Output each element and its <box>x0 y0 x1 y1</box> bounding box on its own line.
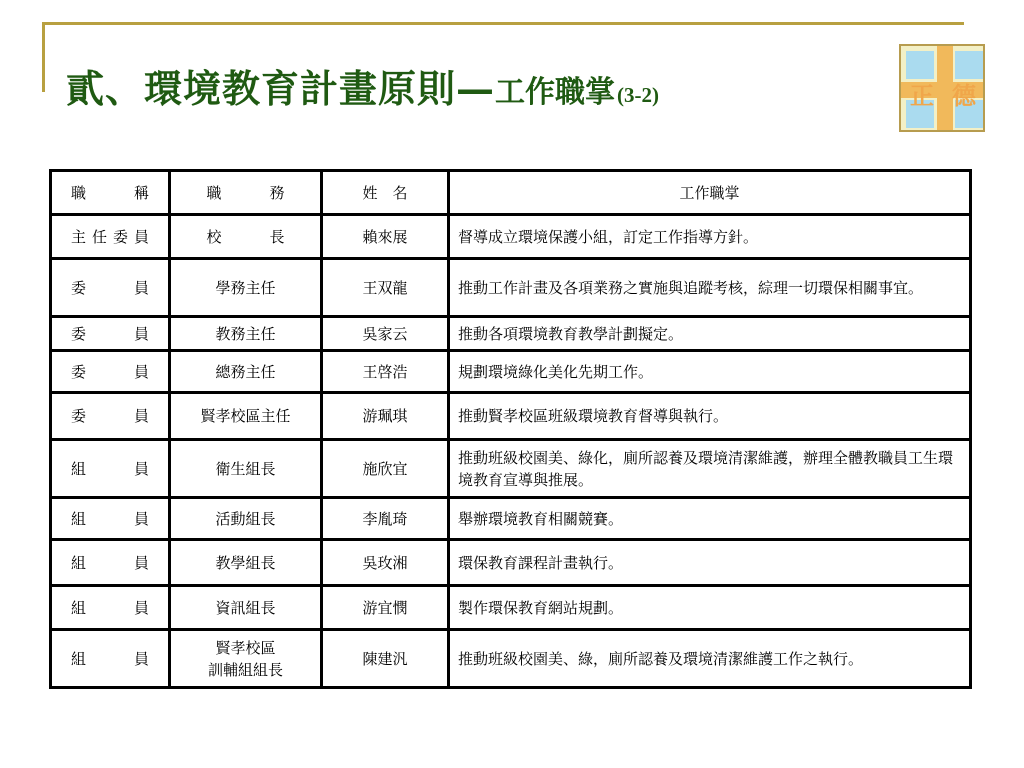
table-row <box>51 630 971 688</box>
cell-duty: 製作環保教育網站規劃。 <box>449 586 971 630</box>
cell-duty: 推動工作計畫及各項業務之實施與追蹤考核，綜理一切環保相關事宜。 <box>449 259 971 317</box>
cell-title: 組 員 <box>51 498 170 540</box>
cell-name: 游宜憫 <box>322 586 449 630</box>
cell-position: 學務主任 <box>170 259 322 317</box>
header-title: 職 稱 <box>51 171 170 215</box>
slide-title-sub: 工作職掌 <box>495 75 616 110</box>
table-row <box>51 259 971 317</box>
cell-name: 王啓浩 <box>322 351 449 393</box>
header-duty: 工作職掌 <box>449 171 971 215</box>
table-row <box>51 498 971 540</box>
cell-position: 賢孝校區主任 <box>170 393 322 440</box>
cell-position: 教學組長 <box>170 540 322 586</box>
cell-title: 委 員 <box>51 259 170 317</box>
cell-title: 組 員 <box>51 630 170 688</box>
slide-title <box>66 58 659 111</box>
cell-duty: 督導成立環境保護小組，訂定工作指導方針。 <box>449 215 971 259</box>
cell-duty: 舉辦環境教育相關競賽。 <box>449 498 971 540</box>
table-row <box>51 540 971 586</box>
table-row <box>51 440 971 498</box>
cell-name: 李胤琦 <box>322 498 449 540</box>
cell-duty: 推動各項環境教育教學計劃擬定。 <box>449 317 971 351</box>
cell-position <box>170 630 322 688</box>
cell-title: 主任委員 <box>51 215 170 259</box>
header-name: 姓 名 <box>322 171 449 215</box>
logo-square <box>955 51 983 79</box>
cell-position: 教務主任 <box>170 317 322 351</box>
table-row <box>51 351 971 393</box>
cell-name: 游珮琪 <box>322 393 449 440</box>
logo-char-right: 德 <box>952 82 976 110</box>
cell-name: 陳建汎 <box>322 630 449 688</box>
cell-duty: 規劃環境綠化美化先期工作。 <box>449 351 971 393</box>
table-row <box>51 393 971 440</box>
cell-position: 活動組長 <box>170 498 322 540</box>
cell-position: 資訊組長 <box>170 586 322 630</box>
cell-name: 賴來展 <box>322 215 449 259</box>
cell-position-line1: 賢孝校區 <box>215 638 276 657</box>
logo-char-left: 正 <box>910 82 934 110</box>
table-row <box>51 215 971 259</box>
title-rule-horizontal <box>42 22 964 25</box>
slide-title-number: (3-2) <box>617 83 659 107</box>
logo-square <box>906 51 934 79</box>
cell-title: 組 員 <box>51 440 170 498</box>
cell-duty: 環保教育課程計畫執行。 <box>449 540 971 586</box>
title-rule-vertical <box>42 22 45 92</box>
cell-position-line2: 訓輔組組長 <box>207 660 283 679</box>
table-header-row <box>51 171 971 215</box>
cell-title: 組 員 <box>51 586 170 630</box>
table-row <box>51 317 971 351</box>
table-row <box>51 586 971 630</box>
school-logo <box>899 44 985 132</box>
cell-duty: 推動班級校園美、綠，廁所認養及環境清潔維護工作之執行。 <box>449 630 971 688</box>
slide-title-main: 貳、環境教育計畫原則— <box>66 66 496 111</box>
cell-position: 總務主任 <box>170 351 322 393</box>
cell-position: 衛生組長 <box>170 440 322 498</box>
cell-name: 吳玫湘 <box>322 540 449 586</box>
cell-title: 委 員 <box>51 393 170 440</box>
cell-name: 施欣宜 <box>322 440 449 498</box>
cell-duty: 推動班級校園美、綠化，廁所認養及環境清潔維護，辦理全體教職員工生環境教育宣導與推展。 <box>449 440 971 498</box>
cell-title: 委 員 <box>51 317 170 351</box>
duties-table <box>49 169 972 689</box>
cell-name: 吳家云 <box>322 317 449 351</box>
cell-title: 組 員 <box>51 540 170 586</box>
cell-name: 王双龍 <box>322 259 449 317</box>
cell-title: 委 員 <box>51 351 170 393</box>
header-position: 職 務 <box>170 171 322 215</box>
cell-position: 校 長 <box>170 215 322 259</box>
cell-duty: 推動賢孝校區班級環境教育督導與執行。 <box>449 393 971 440</box>
